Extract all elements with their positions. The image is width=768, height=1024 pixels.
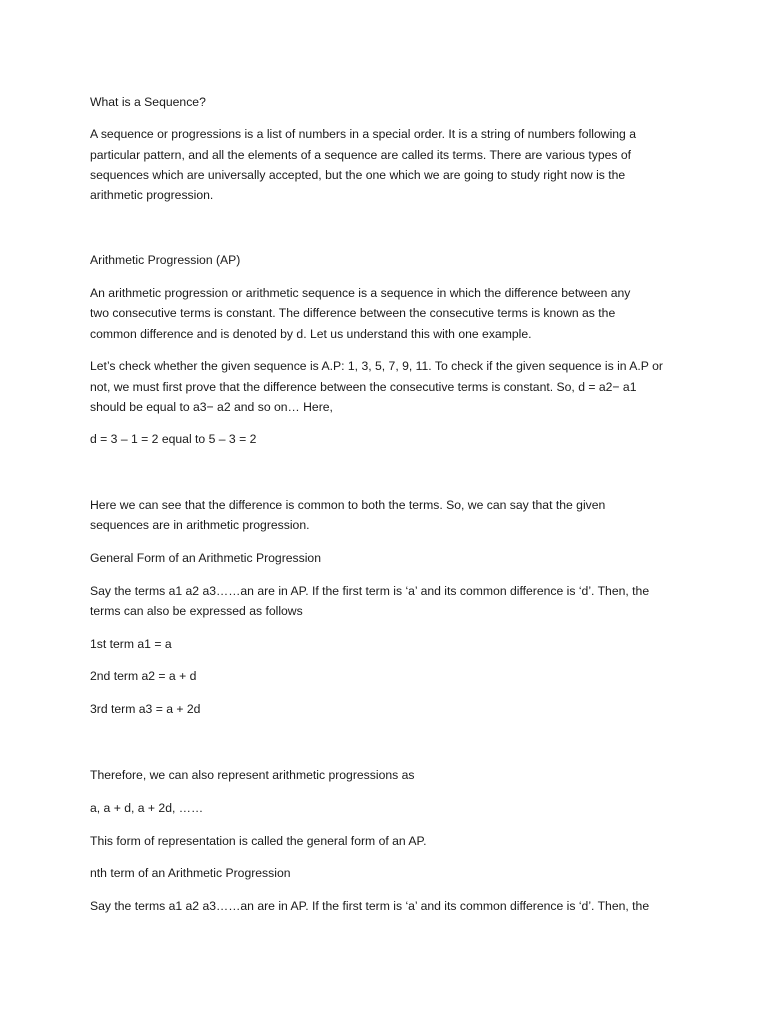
- heading-ap: Arithmetic Progression (AP): [90, 253, 241, 267]
- paragraph-line: sequences which are universally accepted, but the one which we are going to study right now is the: [90, 168, 626, 182]
- equation-d: d = 3 – 1 = 2 equal to 5 – 3 = 2: [90, 432, 257, 446]
- general-series: a, a + d, a + 2d, ……: [90, 801, 204, 815]
- paragraph-line: A sequence or progressions is a list of numbers in a special order. It is a string of numbers following a: [90, 127, 637, 141]
- paragraph-line: An arithmetic progression or arithmetic sequence is a sequence in which the difference between any: [90, 286, 631, 300]
- heading-general-form: General Form of an Arithmetic Progression: [90, 551, 321, 565]
- term-3: 3rd term a3 = a + 2d: [90, 702, 201, 716]
- term-2: 2nd term a2 = a + d: [90, 669, 197, 683]
- paragraph-line: two consecutive terms is constant. The difference between the consecutive terms is known as the: [90, 306, 616, 320]
- paragraph-line: should be equal to a3− a2 and so on… Here,: [90, 400, 333, 414]
- paragraph-line: arithmetic progression.: [90, 188, 214, 202]
- paragraph-line: This form of representation is called the general form of an AP.: [90, 834, 427, 848]
- paragraph-line: Say the terms a1 a2 a3……an are in AP. If the first term is ‘a’ and its common difference is ‘d’. Then, the: [90, 584, 650, 598]
- term-1: 1st term a1 = a: [90, 637, 172, 651]
- paragraph-line: particular pattern, and all the elements of a sequence are called its terms. There are various types of: [90, 148, 632, 162]
- paragraph-line: common difference and is denoted by d. Let us understand this with one example.: [90, 327, 532, 341]
- paragraph-line: terms can also be expressed as follows: [90, 604, 303, 618]
- paragraph-line: not, we must first prove that the difference between the consecutive terms is constant. So, d = a2− a1: [90, 380, 637, 394]
- heading-nth-term: nth term of an Arithmetic Progression: [90, 866, 291, 880]
- paragraph-line: Here we can see that the difference is common to both the terms. So, we can say that the given: [90, 498, 606, 512]
- paragraph-line: sequences are in arithmetic progression.: [90, 518, 310, 532]
- paragraph-line: Say the terms a1 a2 a3……an are in AP. If the first term is ‘a’ and its common difference is ‘d’. Then, the: [90, 899, 650, 913]
- heading-sequence: What is a Sequence?: [90, 95, 206, 109]
- paragraph-line: Therefore, we can also represent arithmetic progressions as: [90, 768, 415, 782]
- paragraph-line: Let’s check whether the given sequence is A.P: 1, 3, 5, 7, 9, 11. To check if the given sequence is in A.P or: [90, 359, 663, 373]
